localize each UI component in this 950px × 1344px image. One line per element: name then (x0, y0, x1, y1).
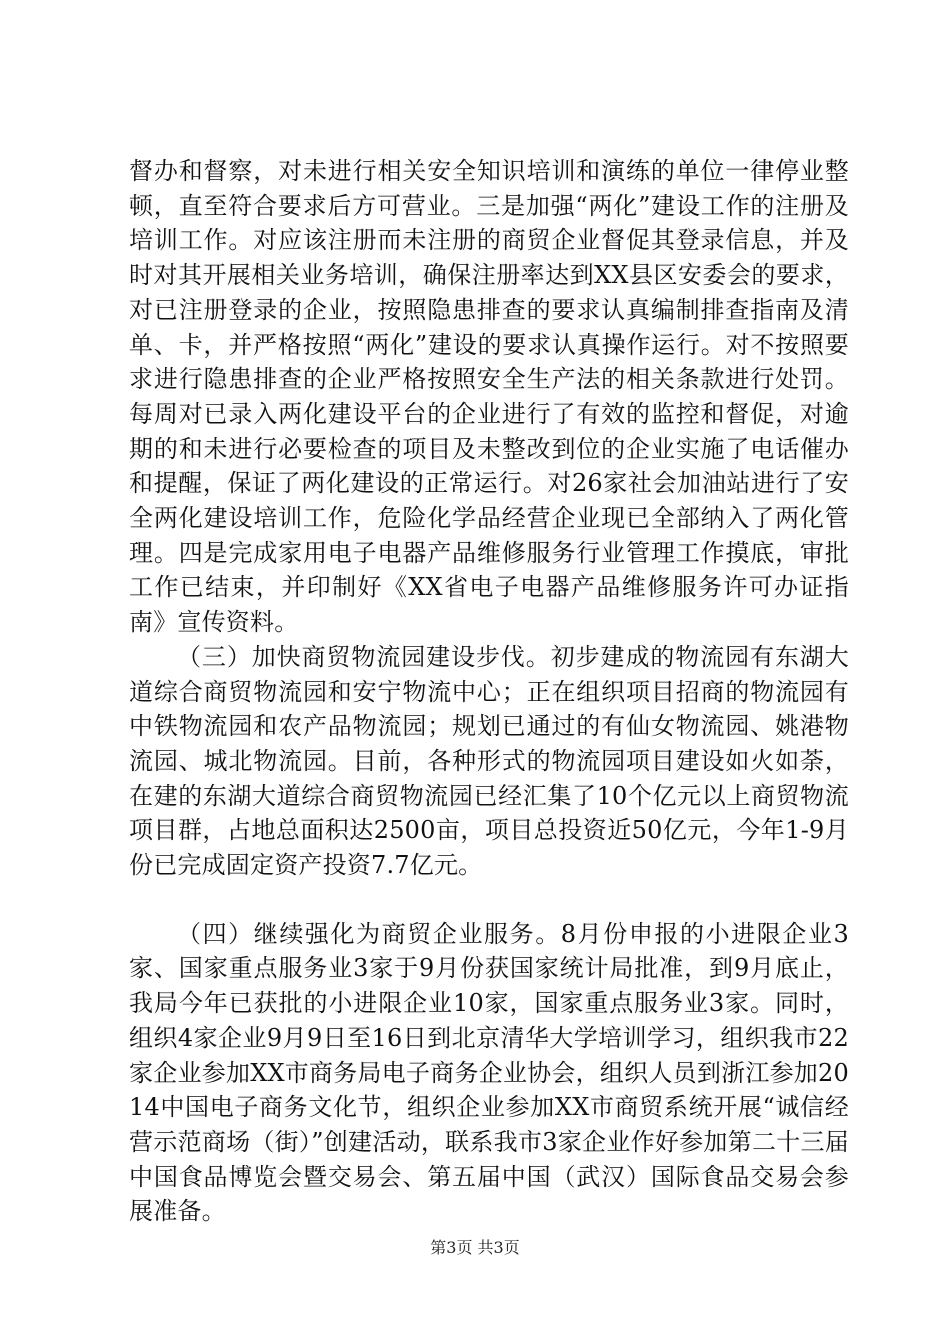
paragraph-enterprise-service: （四）继续强化为商贸企业服务。8月份申报的小进限企业3家、国家重点服务业3家于9月份获国家统计局批准，到9月底止，我局今年已获批的小进限企业10家，国家重点服务业3家。同时，组织4家企业9月9日至16日到北京清华大学培训学习，组织我市22家企业参加XX市商务局电子商务企业协会，组织人员到浙江参加2014中国电子商务文化节，组织企业参加XX市商贸系统开展“诚信经营示范商场（街）”创建活动，联系我市3家企业作好参加第二十三届中国食品博览会暨交易会、第五届中国（武汉）国际食品交易会参展准备。 (129, 919, 849, 1226)
document-body (129, 154, 849, 1229)
page-footer: 第3页 共3页 (430, 1238, 520, 1257)
paragraph-safety-training: 督办和督察，对未进行相关安全知识培训和演练的单位一律停业整顿，直至符合要求后方可营业。三是加强“两化”建设工作的注册及培训工作。对应该注册而未注册的商贸企业督促其登录信息，并及时对其开展相关业务培训，确保注册率达到XX县区安委会的要求，对已注册登录的企业，按照隐患排查的要求认真编制排查指南及清单、卡，并严格按照“两化”建设的要求认真操作运行。对不按照要求进行隐患排查的企业严格按照安全生产法的相关条款进行处罚。每周对已录入两化建设平台的企业进行了有效的监控和督促，对逾期的和未进行必要检查的项目及未整改到位的企业实施了电话催办和提醒，保证了两化建设的正常运行。对26家社会加油站进行了安全两化建设培训工作，危险化学品经营企业现已全部纳入了两化管理。四是完成家用电子电器产品维修服务行业管理工作摸底，审批工作已结束，并印制好《XX省电子电器产品维修服务许可办证指南》宣传资料。 (129, 157, 849, 637)
paragraph-logistics-park: （三）加快商贸物流园建设步伐。初步建成的物流园有东湖大道综合商贸物流园和安宁物流中心；正在组织项目招商的物流园有中铁物流园和农产品物流园；规划已通过的有仙女物流园、姚港物流园、城北物流园。目前，各种形式的物流园项目建设如火如荼，在建的东湖大道综合商贸物流园已经汇集了10个亿元以上商贸物流项目群，占地总面积达2500亩，项目总投资近50亿元，今年1-9月份已完成固定资产投资7.7亿元。 (129, 642, 849, 880)
